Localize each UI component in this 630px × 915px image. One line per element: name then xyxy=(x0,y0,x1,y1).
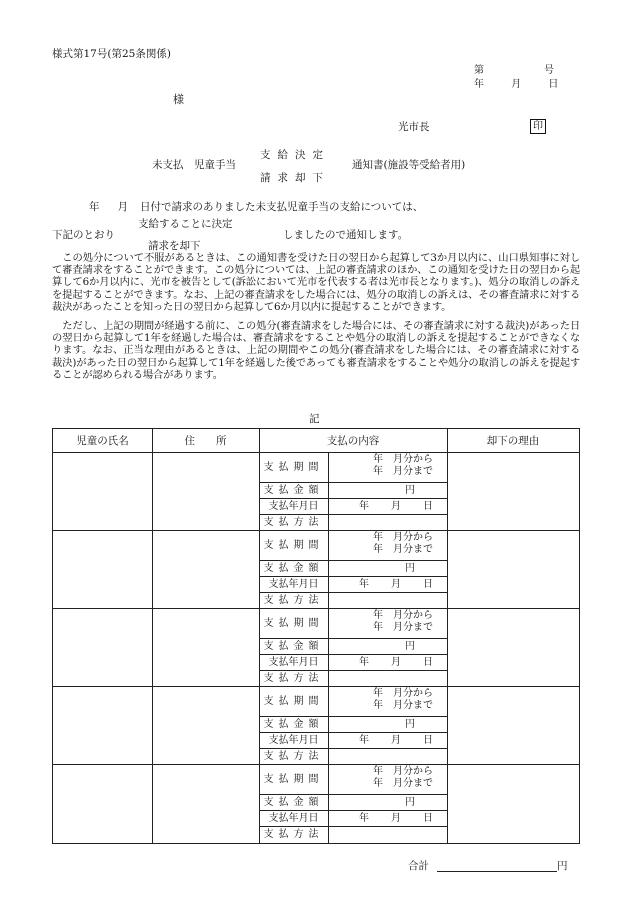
amount-yen: 円 xyxy=(405,719,415,730)
payment-row-method xyxy=(259,827,447,843)
label-period: 支払期間 xyxy=(259,687,329,716)
period-from: 年 月分から xyxy=(373,454,433,465)
label-method: 支払方法 xyxy=(259,671,329,687)
payment-date-year: 年 xyxy=(359,657,369,668)
value-amount xyxy=(329,717,447,732)
label-amount: 支払金額 xyxy=(259,561,329,576)
value-method xyxy=(329,671,447,687)
notice-month: 月 xyxy=(117,201,128,213)
payment-date-day: 日 xyxy=(423,501,433,512)
payment-group xyxy=(53,531,579,609)
period-from: 年 月分から xyxy=(373,688,433,699)
amount-yen: 円 xyxy=(405,563,415,574)
notice-option-reject: 請求を却下 xyxy=(148,240,201,252)
value-amount xyxy=(329,561,447,576)
header-child-name: 児童の氏名 xyxy=(53,429,152,453)
notice-intro xyxy=(89,201,423,214)
document-number-prefix: 第 xyxy=(474,65,484,76)
value-period xyxy=(329,687,447,716)
label-date: 支払年月日 xyxy=(259,577,329,592)
label-amount: 支払金額 xyxy=(259,639,329,654)
payment-date xyxy=(359,501,433,513)
payment-row-date xyxy=(259,499,447,515)
payment-date-month: 月 xyxy=(391,501,401,512)
payment-date-year: 年 xyxy=(359,501,369,512)
payment-row-amount xyxy=(259,561,447,577)
value-amount xyxy=(329,639,447,654)
payment-date-month: 月 xyxy=(391,579,401,590)
value-amount xyxy=(329,483,447,498)
payment-row-amount xyxy=(259,639,447,655)
payment-row-method xyxy=(259,671,447,687)
notice-year: 年 xyxy=(89,201,100,213)
form-number: 様式第17号(第25条関係) xyxy=(52,48,171,60)
payment-date-year: 年 xyxy=(359,813,369,824)
payment-date xyxy=(359,579,433,591)
value-method xyxy=(329,515,447,531)
payment-row-period xyxy=(259,453,447,483)
payment-date-day: 日 xyxy=(423,813,433,824)
payment-row-date xyxy=(259,655,447,671)
value-date xyxy=(329,577,447,592)
period-from: 年 月分から xyxy=(373,610,433,621)
value-amount xyxy=(329,795,447,810)
label-method: 支払方法 xyxy=(259,827,329,843)
value-method xyxy=(329,749,447,765)
payment-date xyxy=(359,813,433,825)
document-number-suffix: 号 xyxy=(544,65,554,76)
label-amount: 支払金額 xyxy=(259,483,329,498)
period-to: 年 月分まで xyxy=(373,622,433,633)
payment-row-amount xyxy=(259,795,447,811)
label-period: 支払期間 xyxy=(259,609,329,638)
payment-row-amount xyxy=(259,483,447,499)
issue-year: 年 xyxy=(474,79,484,90)
payment-group xyxy=(53,453,579,531)
payment-row-method xyxy=(259,749,447,765)
proviso-paragraph: ただし、上記の期間が経過する前に、この処分(審査請求をした場合には、その審査請求に対する裁決)があった日の翌日から起算して1年を経過した場合は、審査請求をすることや処分の取消しの訴えを提起することができなくなります。なお、正当な理由があるときは、上記の期間やこの処分(審査請求をした場合には、その審査請求に対する裁決)があった日の翌日から起算して1年を経過した後であっても審査請求をすることや処分の取消しの訴えを提起することが認められる場合があります。 xyxy=(52,320,580,381)
period-from: 年 月分から xyxy=(373,532,433,543)
payment-group xyxy=(53,609,579,687)
payment-row-period xyxy=(259,765,447,795)
payment-date xyxy=(359,657,433,669)
period-to: 年 月分まで xyxy=(373,778,433,789)
addressee-honorific: 様 xyxy=(173,93,184,106)
payment-date-month: 月 xyxy=(391,735,401,746)
payment-date-day: 日 xyxy=(423,579,433,590)
value-period xyxy=(329,609,447,638)
value-period xyxy=(329,765,447,794)
payment-row-method xyxy=(259,515,447,531)
value-method xyxy=(329,827,447,843)
amount-yen: 円 xyxy=(405,485,415,496)
ki-heading: 記 xyxy=(309,413,320,425)
seal-mark: 印 xyxy=(530,119,546,134)
title-option-decision: 支給決定 xyxy=(260,149,330,161)
period-to: 年 月分まで xyxy=(373,700,433,711)
period-to: 年 月分まで xyxy=(373,544,433,555)
label-date: 支払年月日 xyxy=(259,499,329,514)
label-date: 支払年月日 xyxy=(259,811,329,826)
payment-row-period xyxy=(259,609,447,639)
label-method: 支払方法 xyxy=(259,593,329,609)
notice-lead: 下記のとおり xyxy=(52,229,115,241)
notice-option-decide: 支給することに決定 xyxy=(138,218,233,230)
amount-yen: 円 xyxy=(405,797,415,808)
value-date xyxy=(329,811,447,826)
payment-row-date xyxy=(259,577,447,593)
label-method: 支払方法 xyxy=(259,749,329,765)
notice-text: 日付で請求のありました未支払児童手当の支給については、 xyxy=(140,201,424,213)
header-address: 住 所 xyxy=(152,429,259,453)
issuer-name: 光市長 xyxy=(398,121,430,133)
notice-ending: しましたので通知します。 xyxy=(283,229,409,241)
label-date: 支払年月日 xyxy=(259,733,329,748)
issue-day: 日 xyxy=(548,79,559,90)
period-to: 年 月分まで xyxy=(373,466,433,477)
period-from: 年 月分から xyxy=(373,766,433,777)
total-label: 合計 xyxy=(408,860,429,872)
total-yen: 円 xyxy=(557,860,568,872)
title-option-rejection: 請求却下 xyxy=(260,172,330,184)
value-method xyxy=(329,593,447,609)
payment-group xyxy=(53,765,579,843)
payment-date-day: 日 xyxy=(423,735,433,746)
amount-yen: 円 xyxy=(405,641,415,652)
value-date xyxy=(329,499,447,514)
payment-row-date xyxy=(259,733,447,749)
payment-row-period xyxy=(259,687,447,717)
payment-date-day: 日 xyxy=(423,657,433,668)
total-blank-line xyxy=(437,871,557,872)
issue-date xyxy=(474,79,558,91)
payment-date-year: 年 xyxy=(359,579,369,590)
value-period xyxy=(329,453,447,482)
payment-row-period xyxy=(259,531,447,561)
payment-date-month: 月 xyxy=(391,813,401,824)
value-date xyxy=(329,655,447,670)
payment-row-method xyxy=(259,593,447,609)
payment-row-date xyxy=(259,811,447,827)
label-period: 支払期間 xyxy=(259,453,329,482)
payment-row-amount xyxy=(259,717,447,733)
payment-table xyxy=(52,428,580,844)
appeal-paragraph: この処分について不服があるときは、この通知書を受けた日の翌日から起算して3か月以内に、山口県知事に対して審査請求をすることができます。この処分については、上記の審査請求のほか、この通知を受けた日の翌日から起算して6か月以内に、光市を被告として(訴訟において光市を代表する者は光市長となります。)、処分の取消しの訴えを提起することができます。なお、上記の審査請求をした場合には、処分の取消しの訴えは、その審査請求に対する裁決があったことを知った日の翌日から起算して6か月以内に提起することができます。 xyxy=(52,252,580,313)
value-date xyxy=(329,733,447,748)
title-prefix: 未支払 児童手当 xyxy=(152,159,236,171)
value-period xyxy=(329,531,447,560)
label-date: 支払年月日 xyxy=(259,655,329,670)
payment-date-month: 月 xyxy=(391,657,401,668)
label-period: 支払期間 xyxy=(259,765,329,794)
header-payment-details: 支払の内容 xyxy=(259,429,447,453)
issue-month: 月 xyxy=(511,79,522,90)
payment-date xyxy=(359,735,433,747)
payment-date-year: 年 xyxy=(359,735,369,746)
payment-group xyxy=(53,687,579,765)
label-method: 支払方法 xyxy=(259,515,329,531)
title-suffix: 通知書(施設等受給者用) xyxy=(352,159,466,171)
label-amount: 支払金額 xyxy=(259,795,329,810)
label-amount: 支払金額 xyxy=(259,717,329,732)
label-period: 支払期間 xyxy=(259,531,329,560)
header-rejection-reason: 却下の理由 xyxy=(447,429,579,453)
